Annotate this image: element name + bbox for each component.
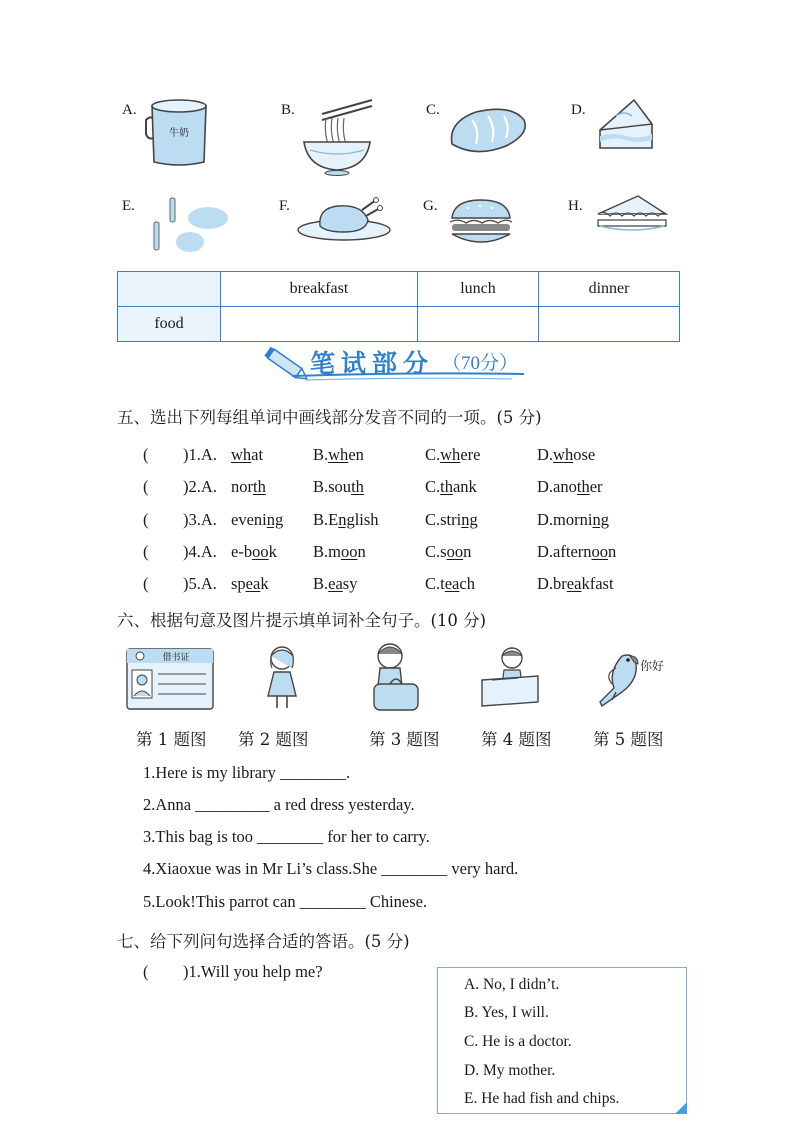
option-text: n bbox=[463, 542, 472, 561]
option-b bbox=[313, 542, 366, 562]
question-number: )5.A. bbox=[183, 574, 217, 593]
option-text: C.s bbox=[425, 542, 447, 561]
option-text: at bbox=[251, 445, 264, 464]
milk-cup-icon bbox=[142, 96, 214, 168]
option-d bbox=[537, 574, 614, 594]
underlined-letters: ea bbox=[328, 574, 343, 593]
option-text: n bbox=[357, 542, 366, 561]
caption-pic-3: 第 3 题图 bbox=[369, 730, 440, 749]
section-5-title: 五、选出下列每组单词中画线部分发音不同的一项。(5 分) bbox=[117, 408, 542, 427]
underlined-letters: oo bbox=[446, 542, 464, 561]
option-b: B. Yes, I will. bbox=[464, 1004, 549, 1021]
option-text: ose bbox=[573, 445, 596, 464]
option-c bbox=[425, 477, 477, 497]
option-c bbox=[425, 510, 478, 530]
page-curl-corner bbox=[675, 1102, 687, 1114]
chopsticks-plates-icon bbox=[148, 194, 232, 256]
option-text: ank bbox=[452, 477, 477, 496]
answer-bracket[interactable]: ( bbox=[143, 542, 149, 561]
question-number: )2.A. bbox=[183, 477, 217, 496]
answer-options-box bbox=[437, 967, 687, 1114]
underlined-letters: ea bbox=[444, 574, 460, 593]
option-text: k bbox=[268, 542, 277, 561]
option-text: nor bbox=[231, 477, 253, 496]
option-c: C. He is a doctor. bbox=[464, 1033, 572, 1050]
girl-studying-icon bbox=[478, 644, 542, 710]
underlined-letters: oo bbox=[340, 542, 358, 561]
option-e: E. He had fish and chips. bbox=[464, 1090, 620, 1107]
underlined-letters: oo bbox=[591, 542, 609, 561]
underlined-letters: ng bbox=[338, 510, 355, 529]
option-a bbox=[231, 510, 283, 530]
picture-letter-b: B. bbox=[281, 102, 295, 118]
question-number: )1.A. bbox=[183, 445, 217, 464]
picture-letter-e: E. bbox=[122, 198, 135, 214]
cake-icon bbox=[594, 96, 656, 158]
caption-pic-2: 第 2 题图 bbox=[238, 730, 309, 749]
noodles-icon bbox=[300, 96, 374, 176]
option-text: sp bbox=[231, 574, 246, 593]
underlined-letters: wh bbox=[328, 445, 349, 464]
option-text: D.br bbox=[537, 574, 567, 593]
table-header-breakfast: breakfast bbox=[221, 272, 418, 307]
fill-sentence-3: 3.This bag is too ________ for her to carry. bbox=[143, 827, 430, 846]
table-header-dinner: dinner bbox=[539, 272, 680, 307]
option-text: D.aftern bbox=[537, 542, 592, 561]
section-6-title: 六、根据句意及图片提示填单词补全句子。(10 分) bbox=[117, 611, 487, 630]
parrot-speech: 你好 bbox=[640, 659, 665, 673]
section-7-title: 七、给下列问句选择合适的答语。(5 分) bbox=[117, 932, 410, 951]
option-text: B.m bbox=[313, 542, 341, 561]
picture-letter-a: A. bbox=[122, 102, 137, 118]
dinner-answer-cell[interactable] bbox=[539, 307, 680, 342]
option-b bbox=[313, 477, 364, 497]
question-1-text: )1.Will you help me? bbox=[183, 962, 323, 981]
girl-in-dress-icon bbox=[262, 644, 302, 712]
table-row-label-food: food bbox=[118, 307, 221, 342]
question-number: )3.A. bbox=[183, 510, 217, 529]
underlined-letters: oo bbox=[252, 542, 269, 561]
picture-letter-d: D. bbox=[571, 102, 586, 118]
underlined-letters: ng bbox=[266, 510, 284, 529]
option-c bbox=[425, 574, 475, 594]
option-text: eveni bbox=[231, 510, 267, 529]
option-text: C. bbox=[425, 445, 441, 464]
table-header-lunch: lunch bbox=[418, 272, 539, 307]
banner-title: 笔试部分 bbox=[310, 349, 435, 378]
underlined-letters: ea bbox=[245, 574, 261, 593]
caption-pic-1: 第 1 题图 bbox=[136, 730, 207, 749]
option-text: er bbox=[589, 477, 603, 496]
option-d: D. My mother. bbox=[464, 1062, 556, 1079]
option-d bbox=[537, 542, 616, 562]
option-text: B. bbox=[313, 574, 329, 593]
underlined-letters: th bbox=[253, 477, 266, 496]
option-text: D. bbox=[537, 445, 554, 464]
option-c bbox=[425, 542, 471, 562]
hamburger-icon bbox=[446, 196, 516, 248]
option-text: sy bbox=[342, 574, 358, 593]
underlined-letters: th bbox=[576, 477, 590, 496]
picture-letter-f: F. bbox=[279, 198, 290, 214]
option-text: B.sou bbox=[313, 477, 352, 496]
question-number: )4.A. bbox=[183, 542, 217, 561]
option-text: B.E bbox=[313, 510, 339, 529]
girl-carrying-bag-icon bbox=[366, 640, 426, 714]
option-a bbox=[231, 542, 277, 562]
caption-pic-5: 第 5 题图 bbox=[593, 730, 664, 749]
option-text: C.stri bbox=[425, 510, 462, 529]
option-text: ch bbox=[459, 574, 475, 593]
option-text: D.morni bbox=[537, 510, 593, 529]
table-corner-cell bbox=[118, 272, 221, 307]
picture-letter-c: C. bbox=[426, 102, 440, 118]
option-d bbox=[537, 445, 595, 465]
picture-letter-h: H. bbox=[568, 198, 583, 214]
option-a bbox=[231, 445, 263, 465]
underlined-letters: ng bbox=[592, 510, 609, 529]
library-card-title: 借书证 bbox=[162, 653, 190, 663]
option-text: ere bbox=[460, 445, 481, 464]
lunch-answer-cell[interactable] bbox=[418, 307, 539, 342]
answer-bracket[interactable]: ( bbox=[143, 510, 149, 529]
written-test-banner bbox=[262, 342, 530, 382]
underlined-letters: th bbox=[440, 477, 453, 496]
option-b bbox=[313, 574, 357, 594]
underlined-letters: ng bbox=[461, 510, 478, 529]
option-text: C. bbox=[425, 477, 441, 496]
option-text: e-b bbox=[231, 542, 253, 561]
underlined-letters: ea bbox=[566, 574, 582, 593]
option-text: lish bbox=[354, 510, 379, 529]
option-a: A. No, I didn’t. bbox=[464, 976, 560, 993]
fill-sentence-4: 4.Xiaoxue was in Mr Li’s class.She ________ very hard. bbox=[143, 859, 519, 878]
underlined-letters: th bbox=[351, 477, 364, 496]
option-text: n bbox=[608, 542, 617, 561]
option-a bbox=[231, 574, 269, 594]
library-card-icon bbox=[126, 648, 214, 710]
milk-label: 牛奶 bbox=[169, 128, 189, 139]
option-text: k bbox=[260, 574, 269, 593]
breakfast-answer-cell[interactable] bbox=[221, 307, 418, 342]
picture-letter-g: G. bbox=[423, 198, 438, 214]
option-b bbox=[313, 445, 364, 465]
underlined-letters: wh bbox=[553, 445, 574, 464]
answer-bracket[interactable]: ( bbox=[143, 477, 149, 496]
fill-sentence-5: 5.Look!This parrot can ________ Chinese. bbox=[143, 892, 428, 911]
option-text: en bbox=[348, 445, 364, 464]
option-d bbox=[537, 510, 609, 530]
answer-bracket[interactable]: ( bbox=[143, 574, 149, 593]
roast-chicken-icon bbox=[296, 196, 392, 244]
option-a bbox=[231, 477, 266, 497]
parrot-icon bbox=[582, 644, 672, 714]
fill-sentence-2: 2.Anna _________ a red dress yesterday. bbox=[143, 795, 415, 814]
answer-bracket[interactable]: ( bbox=[143, 962, 149, 981]
option-text: D.ano bbox=[537, 477, 577, 496]
option-text: kfast bbox=[581, 574, 614, 593]
sandwich-icon bbox=[594, 192, 670, 236]
banner-score: （70分） bbox=[442, 353, 519, 374]
option-c bbox=[425, 445, 480, 465]
option-d bbox=[537, 477, 603, 497]
bread-icon bbox=[446, 104, 528, 156]
underlined-letters: wh bbox=[440, 445, 461, 464]
caption-pic-4: 第 4 题图 bbox=[481, 730, 552, 749]
underlined-letters: wh bbox=[231, 445, 252, 464]
option-text: B. bbox=[313, 445, 329, 464]
answer-bracket[interactable]: ( bbox=[143, 445, 149, 464]
meal-table bbox=[117, 271, 680, 342]
option-text: C.t bbox=[425, 574, 445, 593]
fill-sentence-1: 1.Here is my library ________. bbox=[143, 763, 351, 782]
option-b bbox=[313, 510, 379, 530]
